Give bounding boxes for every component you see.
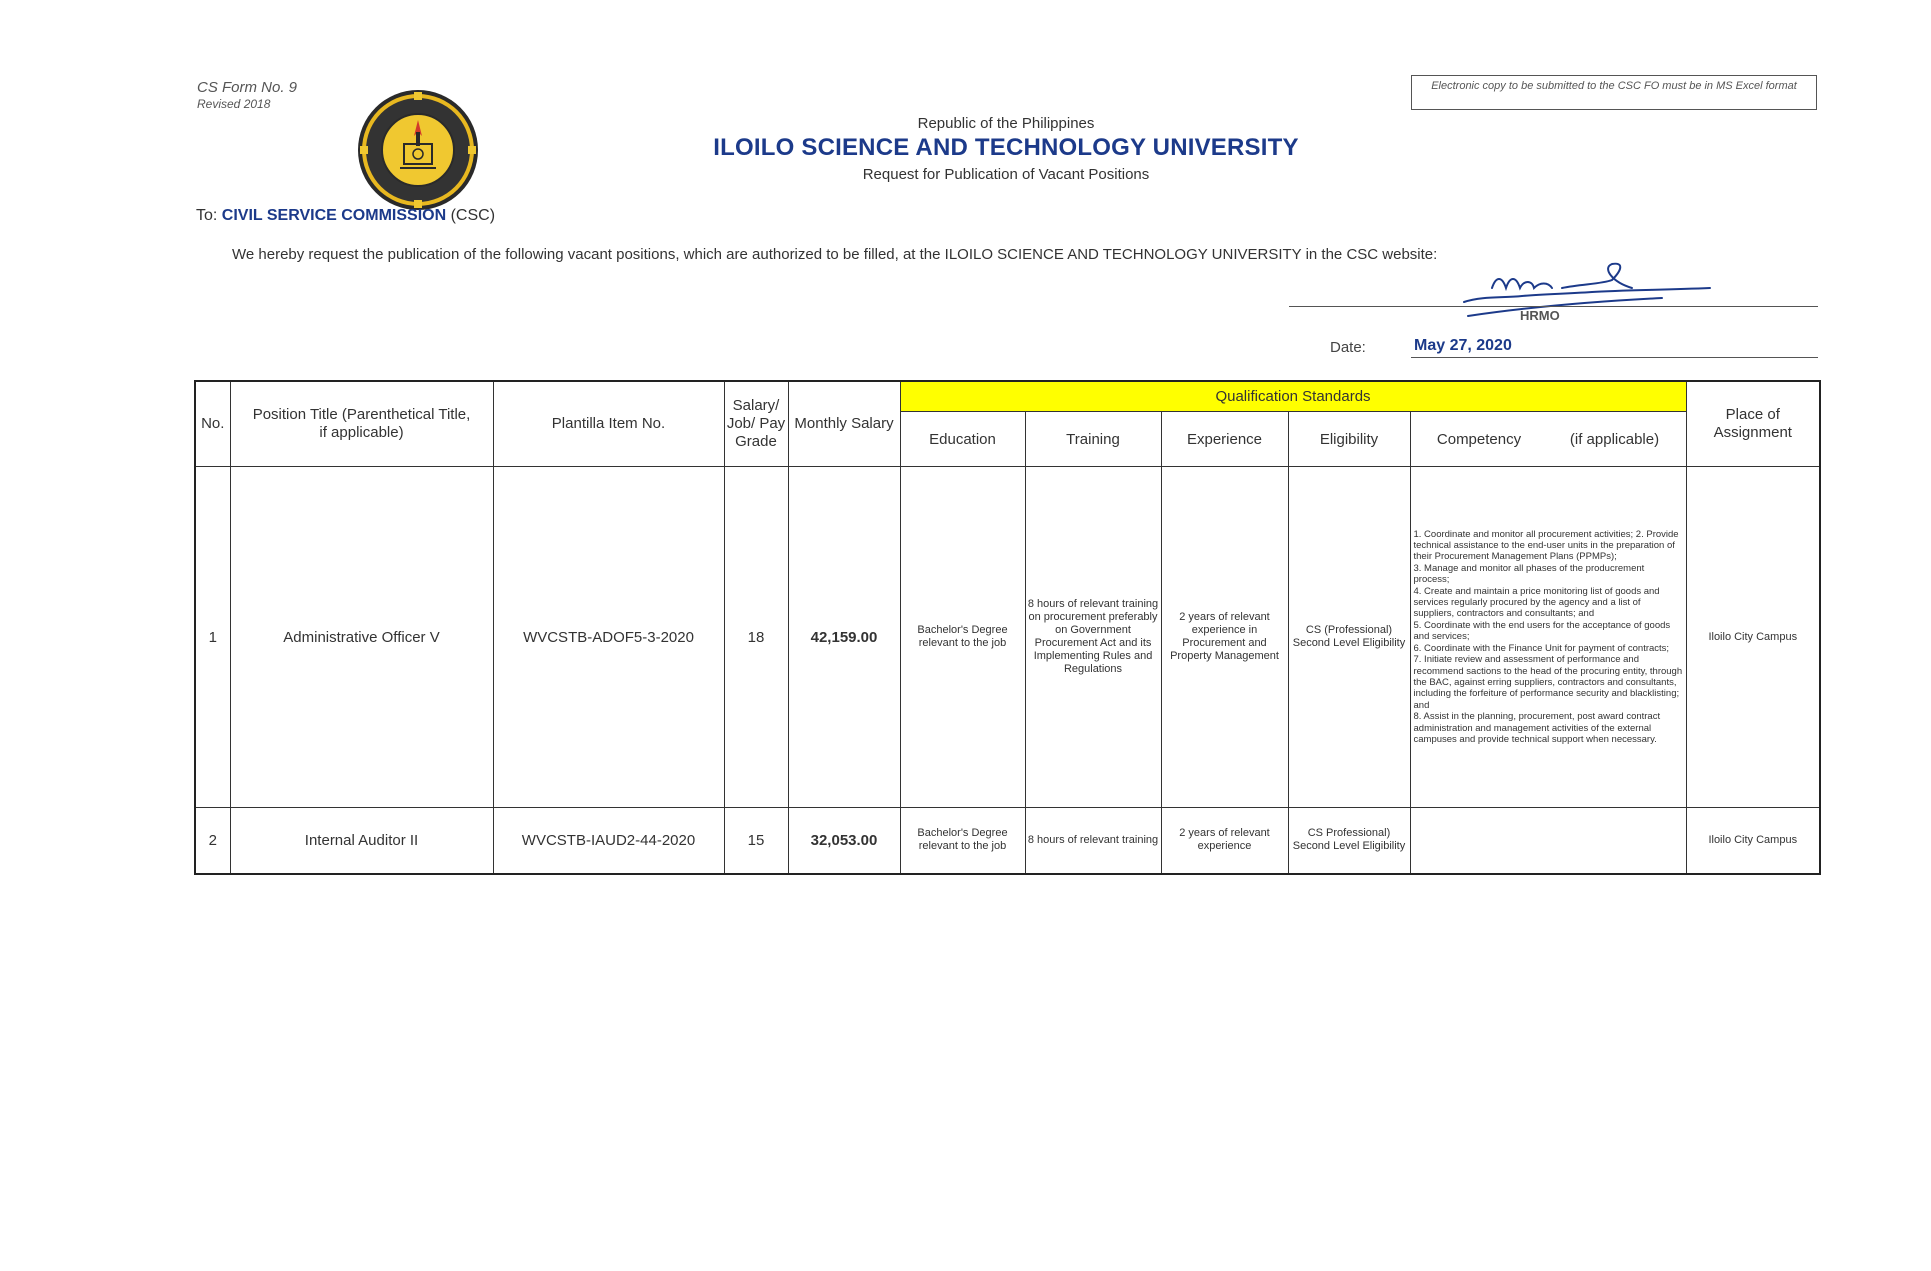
row-eligibility: CS Professional) Second Level Eligibility xyxy=(1288,808,1410,874)
signatory-title: HRMO xyxy=(1520,308,1560,323)
header-monthly-salary: Monthly Salary xyxy=(788,381,900,467)
header-eligibility: Eligibility xyxy=(1288,412,1410,467)
row-competency xyxy=(1410,808,1686,874)
form-revision: Revised 2018 xyxy=(197,97,271,111)
header-place: Place of Assignment xyxy=(1686,381,1820,467)
submission-note: Electronic copy to be submitted to the CSC FO must be in MS Excel format xyxy=(1411,75,1817,110)
row-eligibility: CS (Professional) Second Level Eligibility xyxy=(1288,467,1410,808)
row-education: Bachelor's Degree relevant to the job xyxy=(900,808,1025,874)
competency-item: 5. Coordinate with the end users for the acceptance of goods and services; xyxy=(1413,619,1671,643)
row-experience: 2 years of relevant experience xyxy=(1161,808,1288,874)
competency-item: 6. Coordinate with the Finance Unit for payment of contracts; xyxy=(1413,642,1670,654)
table-row xyxy=(195,467,1820,808)
document-subtitle: Request for Publication of Vacant Positions xyxy=(862,166,1150,183)
row-salary: 42,159.00 xyxy=(788,467,900,808)
header-plantilla: Plantilla Item No. xyxy=(493,381,724,467)
request-text: We hereby request the publication of the following vacant positions, which are authorized to be filled, at the ILOILO SCIENCE AND TECHNOLOGY UNIVERSITY in the CSC website: xyxy=(232,246,1438,263)
table-header-row xyxy=(195,381,1820,412)
header-no: No. xyxy=(195,381,230,467)
addressee-prefix: To: xyxy=(196,207,218,224)
header-position xyxy=(230,381,493,467)
header-salary-grade: Salary/ Job/ Pay Grade xyxy=(724,381,788,467)
row-no: 1 xyxy=(195,467,230,808)
header-competency xyxy=(1410,412,1686,467)
signature-image xyxy=(1462,258,1712,328)
header-position-line2: if applicable) xyxy=(319,424,404,441)
header-competency-note: (if applicable) xyxy=(1569,430,1660,448)
republic-label: Republic of the Philippines xyxy=(917,115,1095,132)
competency-item: 7. Initiate review and assessment of performance and recommend sactions to the head of the procuring entity, through the BAC, against erring suppliers, contractors and consultants, including the forfeiture of performance security and blacklisting; and xyxy=(1413,654,1683,711)
university-name: ILOILO SCIENCE AND TECHNOLOGY UNIVERSITY xyxy=(713,134,1299,161)
row-position: Administrative Officer V xyxy=(230,467,493,808)
form-meta xyxy=(197,80,297,112)
row-training: 8 hours of relevant training xyxy=(1025,808,1161,874)
vacant-positions-table xyxy=(194,380,1821,875)
date-line xyxy=(1411,357,1818,358)
signature-line xyxy=(1289,306,1818,307)
row-plantilla: WVCSTB-ADOF5-3-2020 xyxy=(493,467,724,808)
addressee-suffix: (CSC) xyxy=(450,207,496,224)
row-training: 8 hours of relevant training on procurement preferably on Government Procurement Act and its Implementing Rules and Regulations xyxy=(1025,467,1161,808)
row-grade: 18 xyxy=(724,467,788,808)
competency-item: 3. Manage and monitor all phases of the producrement process; xyxy=(1413,562,1645,586)
row-position: Internal Auditor II xyxy=(230,808,493,874)
competency-item: 4. Create and maintain a price monitoring list of goods and services regularly procured by the agency and a list of suppliers, contractors and consultants; and xyxy=(1413,585,1660,620)
row-education: Bachelor's Degree relevant to the job xyxy=(900,467,1025,808)
addressee-name: CIVIL SERVICE COMMISSION xyxy=(221,207,447,224)
row-plantilla: WVCSTB-IAUD2-44-2020 xyxy=(493,808,724,874)
header-position-line1: Position Title (Parenthetical Title, xyxy=(252,406,471,423)
table-row xyxy=(195,808,1820,874)
header-education: Education xyxy=(900,412,1025,467)
row-place: Iloilo City Campus xyxy=(1686,467,1820,808)
date-value: May 27, 2020 xyxy=(1414,337,1512,354)
header-training: Training xyxy=(1025,412,1161,467)
row-no: 2 xyxy=(195,808,230,874)
header-competency-label: Competency xyxy=(1436,430,1522,448)
form-number: CS Form No. 9 xyxy=(197,79,298,96)
date-label: Date: xyxy=(1330,339,1366,356)
row-competency xyxy=(1410,467,1686,808)
header-qualification-standards: Qualification Standards xyxy=(900,381,1686,412)
row-salary: 32,053.00 xyxy=(788,808,900,874)
header-experience: Experience xyxy=(1161,412,1288,467)
row-grade: 15 xyxy=(724,808,788,874)
row-experience: 2 years of relevant experience in Procurement and Property Management xyxy=(1161,467,1288,808)
competency-item: 1. Coordinate and monitor all procurement activities; 2. Provide technical assistance to the end-user units in the preparation of their Procurement Management Plans (PPMPs); xyxy=(1413,528,1679,563)
competency-item: 8. Assist in the planning, procurement, post award contract administration and management activities of the external campuses and provide technical support when necessary. xyxy=(1413,711,1661,745)
addressee xyxy=(196,207,495,225)
row-place: Iloilo City Campus xyxy=(1686,808,1820,874)
